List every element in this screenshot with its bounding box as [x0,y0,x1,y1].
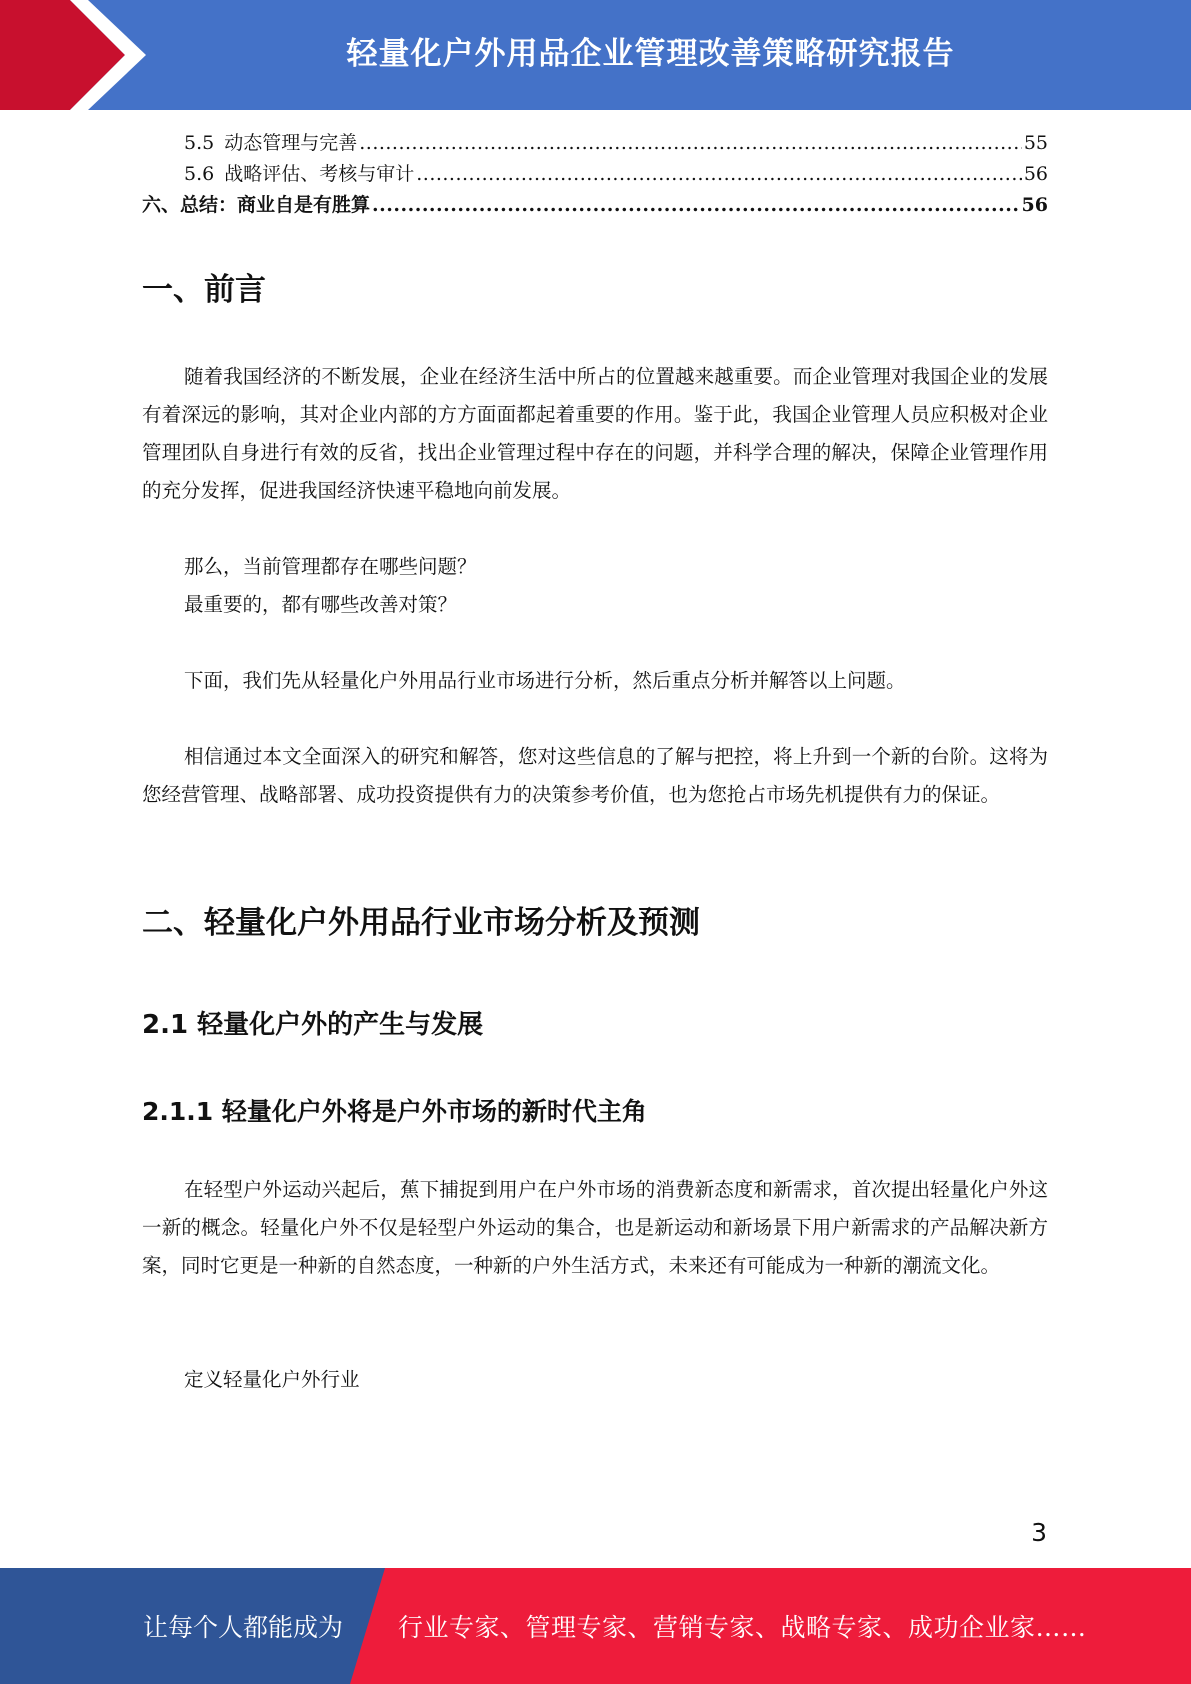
toc-leader-dots [416,159,1022,189]
toc-entry-page: 55 [1023,132,1048,154]
toc-entry-label: 六、总结：商业自是有胜算 [142,194,371,216]
toc-entry[interactable] [142,128,1048,158]
toc-entry-label: 战略评估、考核与审计 [224,163,415,185]
subsection-heading-2-1-1: 2.1.1 轻量化户外将是户外市场的新时代主角 [142,1097,647,1126]
toc-entry[interactable] [142,159,1048,189]
toc-entry[interactable] [142,190,1048,220]
market-paragraph-2: 定义轻量化户外行业 [184,1368,360,1391]
toc-leader-dots [372,190,1020,220]
page-header [0,0,1191,110]
toc-leader-dots [359,128,1022,158]
market-paragraph-1: 在轻型户外运动兴起后，蕉下捕捉到用户在户外市场的消费新态度和新需求，首次提出轻量化户外这一新的概念。轻量化户外不仅是轻型户外运动的集合，也是新运动和新场景下用户新需求的产品解决新方案，同时它更是一种新的自然态度，一种新的户外生活方式，未来还有可能成为一种新的潮流文化。 [142,1178,1048,1277]
preface-paragraph-2: 下面，我们先从轻量化户外用品行业市场进行分析，然后重点分析并解答以上问题。 [184,669,906,692]
preface-paragraph-1: 随着我国经济的不断发展，企业在经济生活中所占的位置越来越重要。而企业管理对我国企业的发展有着深远的影响，其对企业内部的方方面面都起着重要的作用。鉴于此，我国企业管理人员应积极对企业管理团队自身进行有效的反省，找出企业管理过程中存在的问题，并科学合理的解决，保障企业管理作用的充分发挥，促进我国经济快速平稳地向前发展。 [142,365,1048,502]
footer-slogan-right: 行业专家、管理专家、营销专家、战略专家、成功企业家…… [398,1613,1087,1642]
page-number: 3 [1031,1518,1047,1547]
section-heading-market: 二、轻量化户外用品行业市场分析及预测 [142,905,700,941]
header-chevron-decoration [0,0,160,110]
preface-question-2: 最重要的，都有哪些改善对策？ [184,593,458,616]
toc-entry-number: 5.5 [184,132,215,154]
footer-slogan-left: 让每个人都能成为 [143,1613,344,1642]
page-footer [0,1568,1191,1684]
preface-paragraph-3: 相信通过本文全面深入的研究和解答，您对这些信息的了解与把控，将上升到一个新的台阶。这将为您经营管理、战略部署、成功投资提供有力的决策参考价值，也为您抢占市场先机提供有力的保证。 [142,745,1048,806]
toc-entry-number: 5.6 [184,163,215,185]
toc-entry-page: 56 [1021,194,1048,216]
toc-entry-label: 动态管理与完善 [224,132,358,154]
report-title: 轻量化户外用品企业管理改善策略研究报告 [346,35,955,72]
preface-question-1: 那么，当前管理都存在哪些问题？ [184,555,477,578]
toc-entry-page: 56 [1023,163,1048,185]
section-heading-preface: 一、前言 [142,272,266,308]
subsection-heading-2-1: 2.1 轻量化户外的产生与发展 [142,1010,484,1040]
